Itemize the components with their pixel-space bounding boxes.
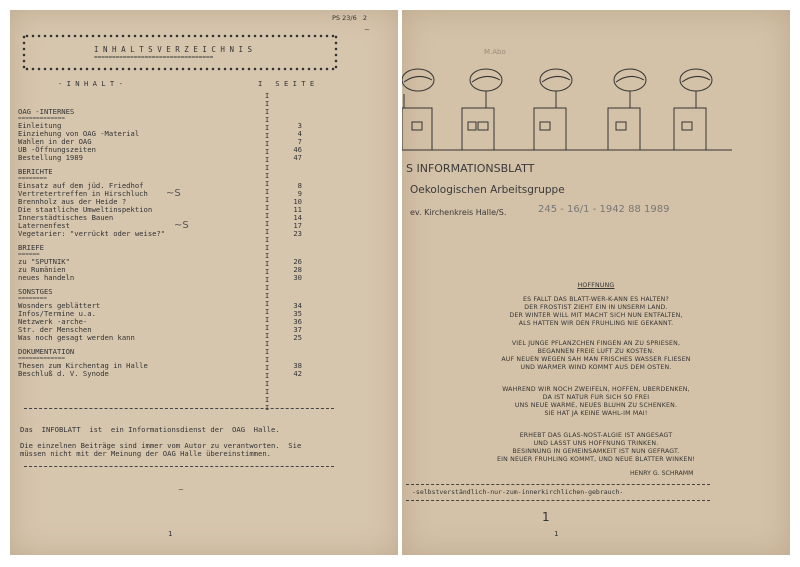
toc-entry[interactable]: Infos/Termine u.a. 35 (18, 309, 302, 318)
section-title: BRIEFE (18, 243, 44, 252)
poem-author: HENRY G. SCHRAMM (630, 470, 694, 477)
toc-entry[interactable]: Beschluß d. V. Synode 42 (18, 369, 302, 378)
toc-section (18, 244, 318, 282)
section-underline: ====== (18, 251, 40, 258)
handwritten-note: M.Abo (484, 48, 506, 56)
toc-entry[interactable]: Wosnders geblättert 34 (18, 301, 302, 310)
toc-title-underline: ================================= (94, 54, 214, 61)
handwritten-mark: ~ (364, 26, 370, 34)
section-underline: ============= (18, 355, 65, 362)
toc-entry[interactable]: Einleitung 3 (18, 121, 302, 130)
house-tree-icon (674, 69, 712, 150)
poem-stanza: ES FALLT DAS BLATT-WER-K-ANN ES HALTEN? DER FROSTIST ZIEHT EIN IN UNSERM LAND. DER WINTER WILL MIT MACHT SICH NUN ENTFALTEN, ALS HATTEN WIR DEN FRUHLING NIE GEKANNT. (509, 296, 683, 327)
logo-house-tree-strip (402, 58, 790, 158)
toc-entry[interactable]: Vegetarier: "verrückt oder weise?" 23 (18, 229, 302, 238)
house-tree-icon (402, 69, 434, 150)
toc-title: I N H A L T S V E R Z E I C H N I S (94, 45, 253, 54)
toc-entry[interactable]: Wahlen in der OAG 7 (18, 137, 302, 146)
toc-section (18, 168, 318, 238)
toc-section (18, 288, 318, 342)
toc-entry[interactable]: neues handeln 30 (18, 273, 302, 282)
house-tree-icon (534, 69, 572, 150)
toc-entry[interactable]: Was noch gesagt werden kann 25 (18, 333, 302, 342)
section-underline: ======== (18, 295, 47, 302)
masthead-church: ev. Kirchenkreis Halle/S. (410, 208, 507, 217)
toc-entry[interactable]: Einsatz auf dem jüd. Friedhof 8 (18, 181, 302, 190)
poem-title: HOFFNUNG (577, 282, 615, 289)
archive-stamp: 245 - 16/1 - 1942 88 1989 (538, 204, 670, 215)
toc-entry[interactable]: UB -Öffnungszeiten 46 (18, 145, 302, 154)
toc-entry[interactable]: Laternenfest 17 (18, 221, 302, 230)
divider (406, 484, 710, 486)
left-page (10, 10, 398, 555)
toc-section (18, 348, 318, 378)
right-page (402, 10, 790, 555)
toc-entry[interactable]: Innerstädtisches Bauen 14 (18, 213, 302, 222)
section-underline: ============= (18, 115, 65, 122)
section-title: SONSTGES (18, 287, 53, 296)
disclaimer-line: müssen nicht mit der Meinung der OAG Halle übereinstimmen. (20, 449, 271, 458)
toc-entry[interactable]: zu Rumänien 28 (18, 265, 302, 274)
poem-stanza: WAHREND WIR NOCH ZWEIFELN, HOFFEN, UBERDENKEN, DA IST NATUR FUR SICH SO FREI UNS NEUE WARME, NEUES BLUHN ZU SCHENKEN. SIE HAT JA KEINE WAHL-IM MAI! (502, 386, 690, 417)
section-underline: ======== (18, 175, 47, 182)
section-title: DOKUMENTATION (18, 347, 75, 356)
masthead-title: S INFORMATIONSBLATT (406, 162, 535, 175)
section-title: BERICHTE (18, 167, 53, 176)
title-border-right (334, 34, 338, 71)
toc-entry[interactable]: Die staatliche Umweltinspektion 11 (18, 205, 302, 214)
toc-entry[interactable]: Brennholz aus der Heide ? 10 (18, 197, 302, 206)
toc-section (18, 108, 318, 162)
toc-entry[interactable]: Str. der Menschen 37 (18, 325, 302, 334)
handwritten-check: ~S (166, 188, 181, 199)
archive-ref: PS 23/6 2 (332, 14, 368, 22)
title-border-left (22, 34, 26, 71)
house-tree-icon (608, 69, 646, 150)
handwritten-mark: ~ (178, 486, 184, 494)
section-title: OAG -INTERNES (18, 107, 75, 116)
toc-entry[interactable]: Thesen zum Kirchentag in Halle 38 (18, 361, 302, 370)
toc-entry[interactable]: Vertretertreffen in Hirschluch 9 (18, 189, 302, 198)
disclaimer-line: Die einzelnen Beiträge sind immer vom Autor zu verantworten. Sie (20, 441, 302, 450)
handwritten-check: ~S (174, 220, 189, 231)
title-border-bottom (24, 67, 336, 71)
toc-list (18, 108, 318, 384)
toc-entry[interactable]: Einziehung von OAG -Material 4 (18, 129, 302, 138)
poem-stanza: ERHEBT DAS GLAS-NOST-ALGIE IST ANGESAGT UND LASST UNS HOFFNUNG TRINKEN. BESINNUNG IN GEMEINSAMKEIT IST NUN GEFRAGT. EIN NEUER FRUHLING KOMMT, UND NEUE BLATTER WINKEN! (497, 432, 695, 463)
page-number: 1 (168, 529, 173, 538)
page-number: 1 (554, 529, 559, 538)
masthead-subtitle: Oekologischen Arbeitsgruppe (410, 184, 565, 196)
info-note: Das INFOBLATT ist ein Informationsdienst der OAG Halle. (20, 425, 280, 434)
handwritten-page-number: 1 (542, 510, 550, 524)
toc-entry[interactable]: Bestellung 1989 47 (18, 153, 302, 162)
divider (406, 500, 710, 502)
column-header-seite: I S E I T E (258, 79, 315, 88)
divider (24, 408, 334, 410)
column-header-inhalt: - I N H A L T - (58, 79, 123, 88)
toc-entry[interactable]: zu "SPUTNIK" 26 (18, 257, 302, 266)
house-tree-icon (462, 69, 502, 150)
poem-stanza: VIEL JUNGE PFLANZCHEN FINGEN AN ZU SPRIESEN, BEGANNEN FREIE LUFT ZU KOSTEN. AUF NEUEN WEGEN SAH MAN FRISCHES WASSER FLIESEN UND WARMER WIND KOMMT AUS DEM OSTEN. (501, 340, 691, 371)
divider (24, 466, 334, 468)
usage-note: -selbstverständlich-nur-zum-innerkirchlichen-gebrauch- (412, 488, 624, 496)
title-border-top (24, 34, 336, 38)
toc-entry[interactable]: Netzwerk -arche- 36 (18, 317, 302, 326)
column-separator: I I I I I I I I I I I I I I I I I I I I I I I I I I I I I I I I I I I I I I I I (265, 92, 270, 412)
